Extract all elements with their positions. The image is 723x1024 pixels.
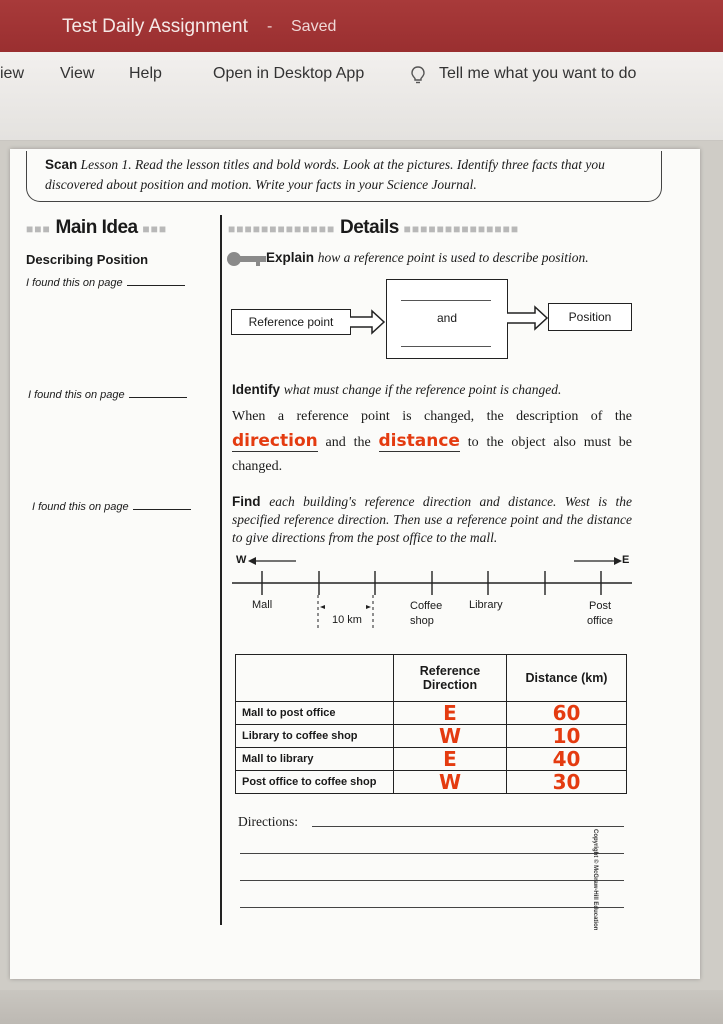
and-box: [386, 279, 508, 359]
row-label: Post office to coffee shop: [236, 771, 394, 794]
and-label: and: [436, 311, 458, 325]
copyright-notice: Copyright © McGraw-Hill Education: [592, 829, 598, 931]
main-idea-heading: [26, 217, 167, 239]
reference-point-box: Reference point: [231, 309, 351, 335]
menu-bar: [0, 52, 723, 141]
main-idea-label: Main Idea: [55, 217, 138, 238]
row-label: Mall to library: [236, 748, 394, 771]
mall-label: Mall: [252, 599, 273, 611]
identify-sentence: When a reference point is changed, the description of the direction and the distance to the object also must be changed.: [232, 409, 632, 474]
table-row: [236, 771, 627, 794]
handwritten-direction[interactable]: E: [394, 702, 507, 725]
directions-line[interactable]: [312, 826, 624, 827]
coffee-shop-label: Coffee shop: [410, 600, 443, 627]
row-label: Mall to post office: [236, 702, 394, 725]
directions-line[interactable]: [240, 853, 624, 854]
describing-position-title: Describing Position: [26, 252, 149, 267]
menu-view-partial[interactable]: iew: [0, 65, 25, 82]
explain-prompt: Explain how a reference point is used to describe position.: [266, 250, 589, 265]
handwritten-direction[interactable]: W: [394, 771, 507, 794]
lightbulb-icon[interactable]: [410, 65, 426, 85]
page-blank[interactable]: [133, 500, 191, 510]
answer-blank[interactable]: [401, 300, 491, 301]
number-line: [232, 567, 632, 603]
answer-blank[interactable]: [401, 346, 491, 347]
table-row: [236, 725, 627, 748]
scan-label: Scan: [45, 157, 78, 172]
handwritten-direction[interactable]: E: [394, 748, 507, 771]
desk-surface: [0, 990, 723, 1024]
title-separator: -: [267, 18, 273, 35]
heading-dots: ■■■■■■■■■■■■■: [228, 222, 336, 236]
heading-dots: ■■■■■■■■■■■■■■: [403, 222, 520, 236]
post-office-label: Post office: [586, 600, 614, 627]
heading-dots: ■■■: [142, 222, 168, 236]
details-heading: [228, 217, 519, 239]
east-label: E: [622, 554, 630, 566]
handwritten-distance[interactable]: 40: [507, 748, 627, 771]
open-desktop-app-button[interactable]: Open in Desktop App: [213, 65, 365, 82]
arrow-left-icon: [248, 556, 298, 566]
row-label: Library to coffee shop: [236, 725, 394, 748]
scan-instructions-box: [26, 151, 662, 202]
west-label: W: [236, 554, 247, 566]
found-page-2: I found this on page: [28, 385, 187, 403]
key-icon: [226, 250, 268, 268]
handwritten-distance[interactable]: 10: [507, 725, 627, 748]
arrow-right-icon: [574, 556, 624, 566]
menu-help[interactable]: Help: [129, 65, 162, 82]
handwritten-distance[interactable]: 30: [507, 771, 627, 794]
handwritten-answer-direction[interactable]: direction: [232, 431, 318, 451]
found-page-1: I found this on page: [26, 273, 185, 291]
details-label: Details: [340, 217, 399, 238]
found-page-3: I found this on page: [32, 497, 191, 515]
table-header-row: [236, 655, 627, 702]
tell-me-search[interactable]: Tell me what you want to do: [439, 65, 637, 82]
table-row: [236, 702, 627, 725]
handwritten-answer-distance[interactable]: distance: [378, 431, 460, 451]
save-status: Saved: [291, 18, 337, 35]
handwritten-direction[interactable]: W: [394, 725, 507, 748]
directions-line[interactable]: [240, 907, 624, 908]
identify-prompt: Identify what must change if the reference point is changed.: [232, 382, 562, 397]
document-title[interactable]: Test Daily Assignment: [62, 16, 248, 37]
scan-text: Lesson 1. Read the lesson titles and bold words. Look at the pictures. Identify three facts that you discovered about position and motion. Write your facts in your Science Journal.: [45, 157, 605, 192]
document-page: [10, 149, 700, 979]
page-blank[interactable]: [127, 276, 185, 286]
directions-label: Directions:: [238, 814, 298, 829]
title-bar: [0, 0, 723, 52]
menu-view[interactable]: View: [60, 65, 95, 82]
handwritten-distance[interactable]: 60: [507, 702, 627, 725]
reference-table: [235, 654, 627, 794]
table-header: Distance (km): [507, 655, 627, 702]
table-header: [236, 655, 394, 702]
arrow-right-icon: [507, 305, 549, 331]
scale-label: 10 km: [332, 614, 362, 626]
position-box: Position: [548, 303, 632, 331]
heading-dots: ■■■: [26, 222, 51, 236]
column-divider: [220, 215, 222, 925]
page-blank[interactable]: [129, 388, 187, 398]
arrow-right-icon: [350, 309, 386, 335]
table-header: Reference Direction: [394, 655, 507, 702]
table-row: [236, 748, 627, 771]
find-prompt: Find each building's reference direction and distance. West is the specified reference direction. Then use a reference point and the distance to give directions from the post office to the mall.: [232, 494, 632, 545]
library-label: Library: [469, 599, 503, 611]
directions-line[interactable]: [240, 880, 624, 881]
